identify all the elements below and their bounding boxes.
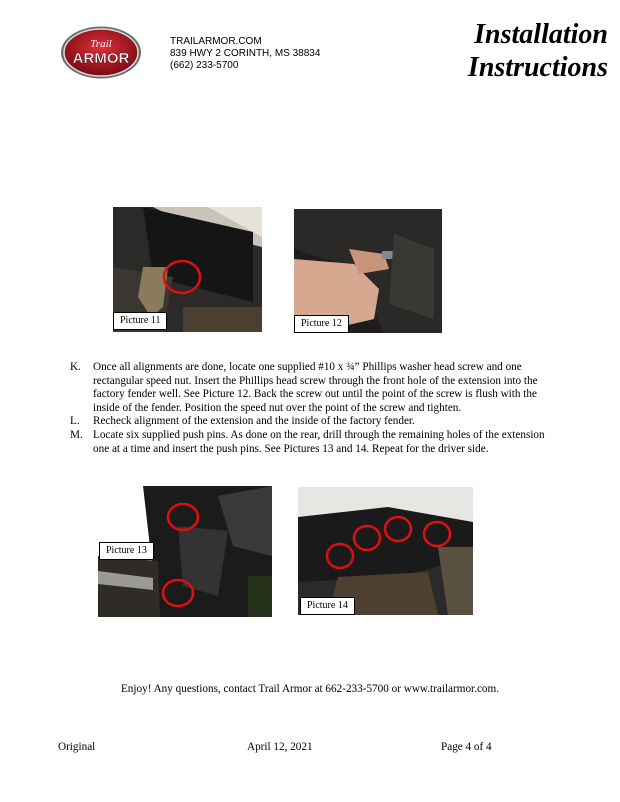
picture-12-caption: Picture 12 — [294, 315, 349, 333]
title-line-2: Instructions — [467, 52, 608, 83]
title-line-1: Installation — [474, 19, 608, 50]
company-phone: (662) 233-5700 — [170, 60, 239, 71]
company-address: 839 HWY 2 CORINTH, MS 38834 — [170, 48, 321, 59]
step-text: Locate six supplied push pins. As done on the rear, drill through the remaining holes of the extension one at a time and insert the push pins. See Pictures 13 and 14. Repeat for the driver side. — [93, 428, 545, 455]
picture-14-photo — [298, 487, 473, 615]
picture-12-photo — [294, 209, 442, 333]
step-m — [70, 429, 550, 456]
logo-text-top: Trail — [90, 38, 112, 50]
company-website: TRAILARMOR.COM — [170, 36, 262, 47]
page-title — [468, 18, 608, 84]
footer-version: Original — [58, 741, 96, 753]
logo-text-bottom: ARMOR — [72, 50, 130, 67]
step-k — [70, 361, 550, 415]
step-letter: K. — [70, 361, 81, 373]
picture-11-photo — [113, 207, 262, 332]
step-letter: L. — [70, 415, 80, 428]
instruction-steps — [70, 361, 550, 456]
trail-armor-logo — [60, 25, 142, 80]
footer-date: April 12, 2021 — [247, 741, 313, 753]
footer-page-number: Page 4 of 4 — [441, 741, 492, 753]
step-letter: M. — [70, 428, 83, 441]
step-l — [70, 415, 550, 429]
contact-note: Enjoy! Any questions, contact Trail Armor at 662-233-5700 or www.trailarmor.com. — [120, 683, 500, 695]
company-info — [170, 36, 320, 72]
step-text: Once all alignments are done, locate one supplied #10 x ¾” Phillips washer head screw and one rectangular speed nut. Insert the Phillips head screw through the front hole of the extension into the factory fender well. See Picture 12. Back the screw out until the point of the screw is flush with the inside of the fender. Position the speed nut over the point of the screw and tighten. — [93, 361, 538, 414]
picture-14-caption: Picture 14 — [300, 597, 355, 615]
picture-11-caption: Picture 11 — [113, 312, 167, 330]
step-text: Recheck alignment of the extension and the inside of the factory fender. — [93, 415, 415, 428]
picture-13-caption: Picture 13 — [99, 542, 154, 560]
picture-13-photo — [98, 486, 272, 617]
